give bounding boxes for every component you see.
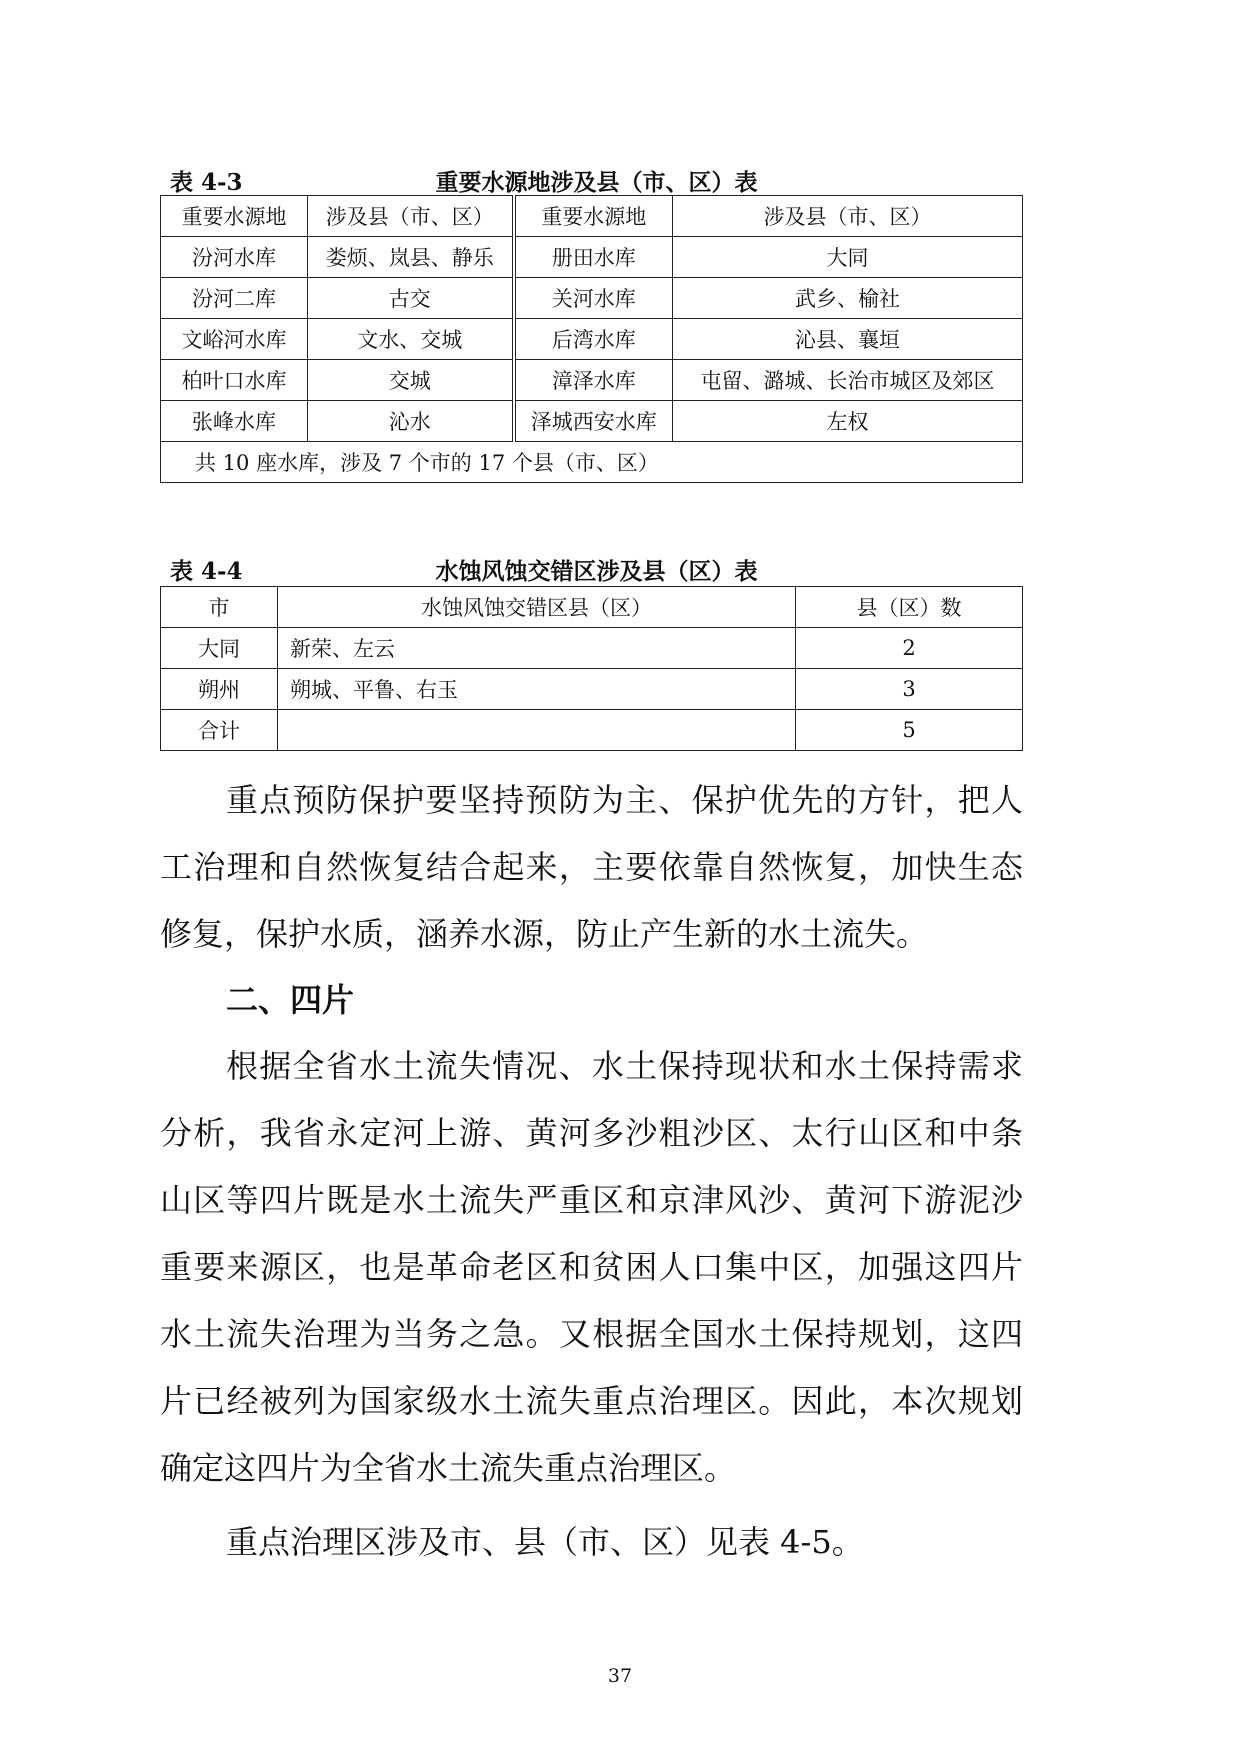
table-cell: 沁水: [308, 401, 514, 442]
table-cell: 汾河水库: [161, 237, 308, 278]
table-number: 表 4-3: [170, 169, 243, 196]
table-cell: 古交: [308, 278, 514, 319]
header-cell: 重要水源地: [514, 196, 673, 237]
table-header-row: [161, 587, 1023, 628]
table-cell: 合计: [161, 710, 278, 751]
table-cell: 漳泽水库: [514, 360, 673, 401]
table-cell: 屯留、潞城、长治市城区及郊区: [673, 360, 1023, 401]
text-line: 水土流失治理为当务之急。又根据全国水土保持规划，这四: [160, 1315, 1023, 1353]
table-cell: [278, 710, 796, 751]
table-cell: 3: [796, 669, 1023, 710]
table-header-row: [161, 196, 1023, 237]
text-line: 片已经被列为国家级水土流失重点治理区。因此，本次规划: [160, 1382, 1023, 1420]
table-4-4-caption: [170, 553, 1023, 583]
table-row: [161, 278, 1023, 319]
text-line: 根据全省水土流失情况、水土保持现状和水土保持需求: [226, 1047, 1023, 1085]
table-cell: 朔州: [161, 669, 278, 710]
table-cell: 娄烦、岚县、静乐: [308, 237, 514, 278]
text-line: 重点治理区涉及市、县（市、区）见表 4-5。: [226, 1523, 864, 1561]
table-row: [161, 319, 1023, 360]
table-cell: 2: [796, 628, 1023, 669]
table-cell: 朔城、平鲁、右玉: [278, 669, 796, 710]
table-cell: 文峪河水库: [161, 319, 308, 360]
table-cell: 大同: [673, 237, 1023, 278]
table-cell: 左权: [673, 401, 1023, 442]
table-cell: 册田水库: [514, 237, 673, 278]
table-row: [161, 360, 1023, 401]
table-cell: 沁县、襄垣: [673, 319, 1023, 360]
table-cell: 武乡、榆社: [673, 278, 1023, 319]
paragraph-four-areas: [160, 1033, 1023, 1502]
header-cell: 市: [161, 587, 278, 628]
table-row: [161, 401, 1023, 442]
table-cell: 新荣、左云: [278, 628, 796, 669]
table-number: 表 4-4: [170, 558, 243, 585]
table-cell: 大同: [161, 628, 278, 669]
text-line: 修复，保护水质，涵养水源，防止产生新的水土流失。: [160, 915, 929, 953]
table-4-4: [160, 586, 1023, 751]
header-cell: 重要水源地: [161, 196, 308, 237]
text-line: 分析，我省永定河上游、黄河多沙粗沙区、太行山区和中条: [160, 1114, 1023, 1152]
table-title: 水蚀风蚀交错区涉及县（区）表: [435, 558, 758, 585]
table-cell: 后湾水库: [514, 319, 673, 360]
table-title: 重要水源地涉及县（市、区）表: [435, 169, 758, 196]
table-footer-row: [161, 442, 1023, 483]
table-4-3-caption: [170, 164, 1023, 194]
text-line: 工治理和自然恢复结合起来，主要依靠自然恢复，加快生态: [160, 848, 1023, 886]
text-line: 确定这四片为全省水土流失重点治理区。: [160, 1449, 737, 1487]
table-row: [161, 628, 1023, 669]
table-row: [161, 237, 1023, 278]
header-cell: 涉及县（市、区）: [308, 196, 514, 237]
table-cell: 泽城西安水库: [514, 401, 673, 442]
paragraph-prevention: [160, 767, 1023, 968]
table-cell: 汾河二库: [161, 278, 308, 319]
header-cell: 涉及县（市、区）: [673, 196, 1023, 237]
text-line: 重点预防保护要坚持预防为主、保护优先的方针，把人: [226, 781, 1023, 819]
page-number: 37: [607, 1665, 633, 1687]
paragraph-reference: [160, 1509, 1023, 1576]
table-footer: 共 10 座水库，涉及 7 个市的 17 个县（市、区）: [161, 442, 1023, 483]
table-cell: 交城: [308, 360, 514, 401]
text-line: 山区等四片既是水土流失严重区和京津风沙、黄河下游泥沙: [160, 1181, 1023, 1219]
table-cell: 5: [796, 710, 1023, 751]
header-cell: 水蚀风蚀交错区县（区）: [278, 587, 796, 628]
table-cell: 文水、交城: [308, 319, 514, 360]
table-row: [161, 710, 1023, 751]
table-cell: 张峰水库: [161, 401, 308, 442]
table-row: [161, 669, 1023, 710]
section-heading: 二、四片: [226, 981, 355, 1019]
table-4-3: [160, 195, 1023, 483]
text-line: 重要来源区，也是革命老区和贫困人口集中区，加强这四片: [160, 1248, 1023, 1286]
table-cell: 关河水库: [514, 278, 673, 319]
header-cell: 县（区）数: [796, 587, 1023, 628]
table-cell: 柏叶口水库: [161, 360, 308, 401]
